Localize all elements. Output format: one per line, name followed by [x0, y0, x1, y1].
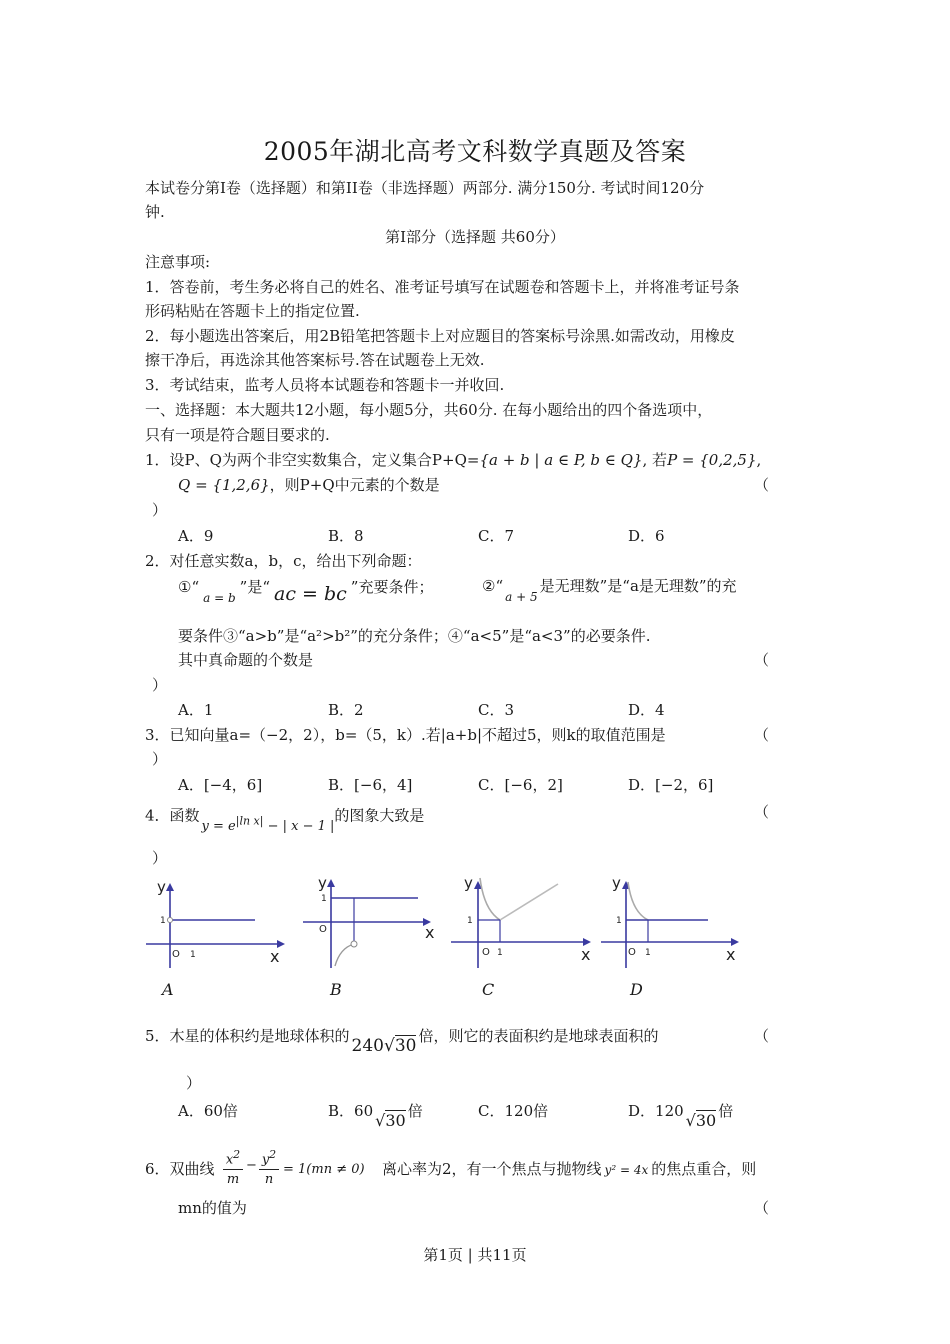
- q2-expr-a-plus-5: a + 5: [505, 590, 538, 604]
- q2-line-3: 要条件③“a>b”是“a²>b²”的充分条件；④“a<5”是“a<3”的必要条件.: [178, 627, 651, 645]
- q4-function-expr: [201, 815, 335, 835]
- q3-option-a: A．[−4，6]: [178, 776, 263, 794]
- graph-d-curve-left: [628, 882, 648, 920]
- q6-y: y: [261, 1152, 270, 1168]
- q2-option-c: C．3: [478, 701, 515, 719]
- q6-m: m: [226, 1172, 240, 1187]
- q5-answer-paren-close: ）: [186, 1074, 202, 1092]
- section-heading: 第Ⅰ部分（选择题 共60分）: [385, 228, 565, 246]
- q2-option-b: B．2: [328, 701, 364, 719]
- q5-option-d: [628, 1101, 734, 1130]
- q6-frac-bar-2: [259, 1169, 279, 1170]
- q3-answer-paren-open: （: [754, 726, 770, 744]
- q5-option-b: [328, 1101, 423, 1130]
- q2-line-2b: [482, 576, 737, 604]
- graph-c-x-one: 1: [497, 948, 503, 958]
- q3-answer-paren-close: ）: [152, 750, 168, 768]
- q5-option-b-coef: B．60: [328, 1102, 374, 1120]
- q6-eq: = 1(mn ≠ 0): [283, 1162, 365, 1177]
- q2-expr-ac-eq-bc: ac = bc: [274, 583, 347, 605]
- q3-option-b: B．[−6，4]: [328, 776, 413, 794]
- q4-graph-b-label: B: [330, 980, 342, 999]
- q2-p2-rest: 是无理数”是“a是无理数”的充: [539, 577, 737, 595]
- graph-a-x-label: x: [270, 947, 280, 966]
- q2-line-4: 其中真命题的个数是: [178, 651, 314, 669]
- q4-expr-exponent: |ln x|: [235, 815, 264, 828]
- graph-a-open-point: [168, 918, 173, 923]
- q4-answer-paren-open: （: [754, 803, 770, 821]
- q1-option-d: D．6: [628, 527, 665, 545]
- q1-suffix: ，则P+Q中元素的个数是: [269, 476, 440, 494]
- q1-option-a: A．9: [178, 527, 214, 545]
- q3-option-d: D．[−2，6]: [628, 776, 714, 794]
- q1-comma: ,: [756, 451, 762, 469]
- q6-suffix: 的焦点重合，则: [651, 1160, 757, 1178]
- q2-expr-a-eq-b: a = b: [203, 591, 236, 605]
- q6-answer-paren-open: （: [754, 1199, 770, 1217]
- q4-expr-tail: − | x − 1 |: [263, 819, 335, 835]
- q2-p2-open: ②“: [482, 577, 504, 595]
- graph-a-y-arrow: [166, 883, 174, 891]
- graph-c-y-one: 1: [467, 916, 473, 926]
- q6-x: x: [225, 1152, 234, 1168]
- intro-line-1: 本试卷分第Ⅰ卷（选择题）和第II卷（非选择题）两部分. 满分150分. 考试时间120分: [145, 179, 705, 197]
- q4-answer-paren-close: ）: [152, 849, 168, 867]
- graph-b-origin: O: [319, 924, 327, 935]
- q6-frac-bar-1: [223, 1169, 243, 1170]
- graph-d-y-label: y: [612, 874, 621, 892]
- graph-d-x-label: x: [726, 945, 736, 964]
- graph-c-y-label: y: [464, 874, 473, 892]
- graph-a-x-one: 1: [190, 950, 196, 960]
- intro-line-2: 钟.: [145, 203, 165, 221]
- q6-mid-text: 离心率为2，有一个焦点与抛物线: [382, 1160, 602, 1178]
- q1-set-def: {a + b | a ∈ P, b ∈ Q}: [479, 451, 643, 469]
- graph-d-y-one: 1: [616, 916, 622, 926]
- q2-p1-close: ”充要条件；: [350, 578, 434, 596]
- q4-graph-a-label: A: [162, 980, 174, 999]
- graph-b-open-point: [351, 941, 357, 947]
- q5-option-c: C．120倍: [478, 1102, 549, 1120]
- q1-answer-paren-close: ）: [152, 501, 168, 519]
- notice-line-4: 擦干净后，再选涂其他答案标号.答在试题卷上无效.: [145, 351, 485, 369]
- graph-c-x-label: x: [581, 945, 591, 964]
- q4-graph-a: [143, 872, 293, 972]
- q4-graph-c: [448, 870, 596, 972]
- q6-prefix: 6．双曲线: [145, 1160, 215, 1178]
- graph-b-y-arrow: [327, 879, 335, 887]
- graph-b-x-label: x: [425, 923, 435, 942]
- page-footer: 第1页 | 共11页: [423, 1246, 527, 1264]
- q6-mid: [382, 1159, 756, 1180]
- q1-p-set: P = {0,2,5}: [667, 451, 757, 469]
- part1-line-2: 只有一项是符合题目要求的.: [145, 426, 330, 444]
- q6-minus: −: [246, 1158, 257, 1173]
- q2-option-d: D．4: [628, 701, 665, 719]
- graph-d-origin: O: [628, 947, 636, 958]
- q1-line-1: [145, 450, 761, 470]
- q4-expr-base: y = e: [201, 819, 236, 835]
- graph-b-curve-lower: [335, 944, 354, 966]
- q1-option-c: C．7: [478, 527, 515, 545]
- q4-line: [145, 802, 425, 835]
- notice-line-5: 3．考试结束，监考人员将本试题卷和答题卡一并收回.: [145, 376, 505, 394]
- q6-n: n: [264, 1172, 274, 1187]
- q1-answer-paren-open: （: [754, 476, 770, 494]
- q5-prefix: 5．木星的体积约是地球体积的: [145, 1027, 350, 1045]
- notice-line-1: 1．答卷前，考生务必将自己的姓名、准考证号填写在试题卷和答题卡上，并将准考证号条: [145, 278, 740, 296]
- q1-option-b: B．8: [328, 527, 364, 545]
- q6-line-2: mn的值为: [178, 1199, 247, 1217]
- q4-graph-d: [598, 870, 746, 972]
- q5-option-b-unit: 倍: [407, 1102, 423, 1120]
- q1-prefix: 1．设P、Q为两个非空实数集合，定义集合P+Q=: [145, 451, 480, 469]
- graph-c-curve-left: [480, 878, 500, 920]
- q6-x-squared: $x^2$: [225, 1148, 241, 1168]
- q5-ratio-expr: 240√30: [351, 1036, 417, 1056]
- q3-line: 3．已知向量a=（−2，2），b=（5，k）.若|a+b|不超过5，则k的取值范围是: [145, 726, 666, 744]
- page-title: 2005年湖北高考文科数学真题及答案: [263, 137, 687, 166]
- q4-graph-b: [300, 870, 445, 972]
- q2-p1-open: ①“: [178, 578, 200, 596]
- notice-heading: 注意事项:: [145, 253, 211, 271]
- graph-b-y-label: y: [318, 874, 327, 892]
- q5-option-d-unit: 倍: [718, 1102, 734, 1120]
- q6-parabola: y² = 4x: [604, 1163, 649, 1177]
- graph-c-origin: O: [482, 947, 490, 958]
- q5-line: [145, 1026, 659, 1056]
- q2-line-1: 2．对任意实数a，b，c，给出下列命题：: [145, 552, 422, 570]
- q5-option-d-coef: D．120: [628, 1102, 684, 1120]
- q5-option-d-radicand: 30: [695, 1111, 717, 1130]
- graph-d-x-one: 1: [645, 948, 651, 958]
- q2-answer-paren-open: （: [754, 651, 770, 669]
- q1-mid: , 若: [642, 451, 668, 469]
- q4-suffix: 的图象大致是: [334, 806, 425, 825]
- q4-graph-d-label: D: [630, 980, 643, 999]
- q5-option-b-radicand: 30: [385, 1111, 406, 1130]
- q3-option-c: C．[−6，2]: [478, 776, 563, 794]
- part1-line-1: 一、选择题：本大题共12小题，每小题5分，共60分. 在每小题给出的四个备选项中，: [145, 401, 713, 419]
- q5-option-d-sqrt: √30: [685, 1111, 717, 1130]
- q4-prefix: 4．函数: [145, 806, 200, 825]
- notice-line-3: 2．每小题选出答案后，用2B铅笔把答题卡上对应题目的答案标号涂黑.如需改动，用橡皮: [145, 327, 735, 345]
- q1-line-2: [178, 475, 440, 495]
- q5-suffix: 倍，则它的表面积约是地球表面积的: [418, 1027, 659, 1045]
- graph-c-curve-right: [500, 884, 558, 920]
- q2-answer-paren-close: ）: [152, 676, 168, 694]
- notice-line-2: 形码粘贴在答题卡上的指定位置.: [145, 302, 360, 320]
- q1-q-set: Q = {1,2,6}: [178, 476, 270, 494]
- q2-line-2: [178, 576, 434, 605]
- q2-option-a: A．1: [178, 701, 214, 719]
- graph-a-y-one: 1: [160, 916, 166, 926]
- q5-radicand: 30: [394, 1036, 417, 1056]
- q4-graph-c-label: C: [482, 980, 495, 999]
- graph-a-y-label: y: [157, 878, 166, 896]
- q6-y-squared: $y^2$: [261, 1148, 277, 1168]
- q5-answer-paren-open: （: [754, 1027, 770, 1045]
- graph-a-origin: O: [172, 949, 180, 960]
- q5-coef: 240: [351, 1036, 384, 1056]
- q5-option-a: A．60倍: [178, 1102, 238, 1120]
- q2-p1-mid: ”是“: [239, 578, 270, 596]
- q5-option-b-sqrt: √30: [375, 1111, 406, 1130]
- graph-b-y-one: 1: [321, 894, 327, 904]
